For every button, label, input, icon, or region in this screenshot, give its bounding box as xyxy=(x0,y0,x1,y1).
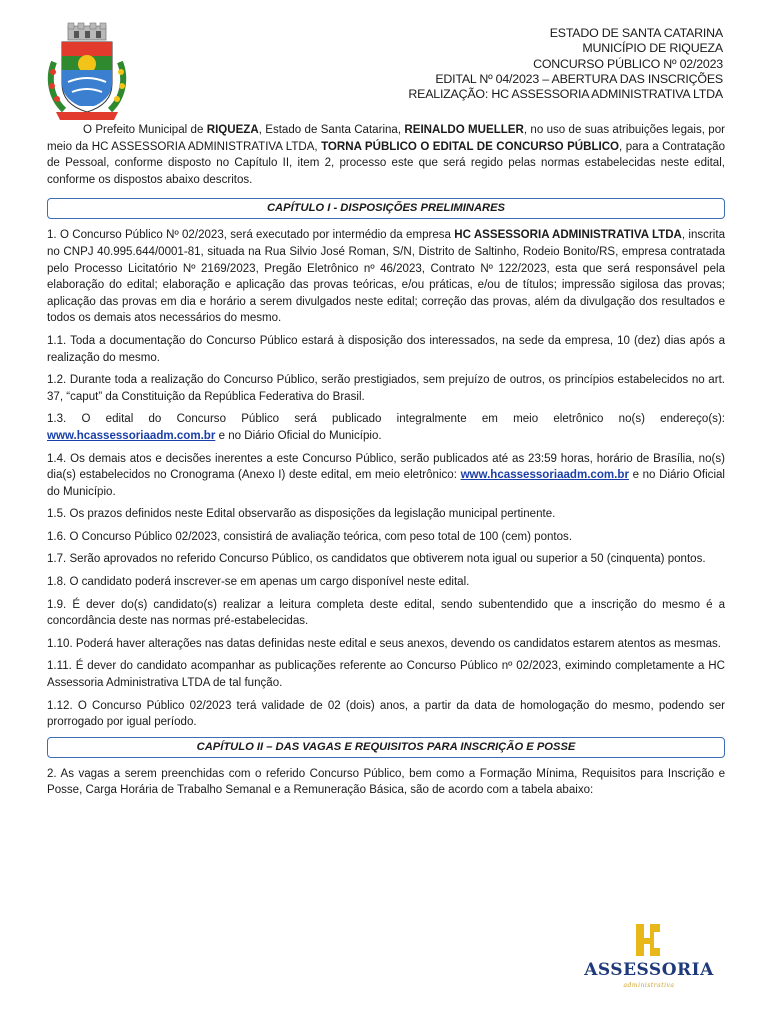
header-contest: CONCURSO PÚBLICO Nº 02/2023 xyxy=(533,56,723,71)
header-municipality: MUNICÍPIO DE RIQUEZA xyxy=(582,41,723,56)
chapter-2-heading: CAPÍTULO II – DAS VAGAS E REQUISITOS PARA INSCRIÇÃO E POSSE xyxy=(47,737,725,758)
header-state: ESTADO DE SANTA CATARINA xyxy=(549,26,723,40)
item-1-11: 1.11. É dever do candidato acompanhar as publicações referente ao Concurso Público nº 02/2023, eximindo completamente a HC Assessoria Administrativa LTDA de tal função. xyxy=(47,660,725,690)
item-1-7: 1.7. Serão aprovados no referido Concurso Público, os candidatos que obtiverem nota igual ou superior a 50 (cinquenta) pontos. xyxy=(47,553,706,566)
item-1-12: 1.12. O Concurso Público 02/2023 terá validade de 02 (dois) anos, a partir da data de homologação do mesmo, podendo ser prorrogado por igual período. xyxy=(47,699,725,729)
item-2: 2. As vagas a serem preenchidas com o referido Concurso Público, bem como a Formação Mínima, Requisitos para Inscrição e Posse, Carga Horária de Trabalho Semanal e a Remuneração Básica, são de acordo com a tabela abaixo: xyxy=(47,767,725,797)
logo-wordmark: ASSESSORIA xyxy=(584,960,714,980)
item-1-10: 1.10. Poderá haver alterações nas datas definidas neste edital e seus anexos, devendo os candidatos estarem atentos as mesmas. xyxy=(47,637,721,650)
document-body xyxy=(47,122,725,805)
item-1-3: 1.3. O edital do Concurso Público será publicado integralmente em meio eletrônico no(s) endereço(s): www.hcassessoriaadm.com.br e no Diário Oficial do Município. xyxy=(47,413,725,442)
item-1-5: 1.5. Os prazos definidos neste Edital observarão as disposições da legislação municipal pertinente. xyxy=(47,508,556,521)
item-1-6: 1.6. O Concurso Público 02/2023, consistirá de avaliação teórica, com peso total de 100 (cem) pontos. xyxy=(47,530,573,543)
item-1: 1. O Concurso Público Nº 02/2023, será executado por intermédio da empresa HC ASSESSORIA ADMINISTRATIVA LTDA, inscrita no CNPJ 40.995.644/0001-81, situada na Rua Silvio José Roman, S/N, Distrito de Saltinho, Rodeio Bonito/RS, empresa contratada pelo Processo Licitatório Nº 2169/2023, Pregão Eletrônico nº 46/2023, Contrato Nº 122/2023, esta que será responsável pela elaboração do edital; elaboração e aplicação das provas teóricas, e/ou práticas, e/ou de títulos; impressão sigilosa das provas; aplicação das provas em dia e horário a serem divulgados neste edital; correção das provas, além da divulgação dos resultados e todos os demais atos necessários do mesmo. xyxy=(47,229,725,325)
hc-logo-icon xyxy=(630,920,664,960)
logo-tagline: administrativa xyxy=(623,982,675,989)
chapter-1-heading: CAPÍTULO I - DISPOSIÇÕES PRELIMINARES xyxy=(47,198,725,219)
website-link[interactable]: www.hcassessoriaadm.com.br xyxy=(47,429,216,442)
website-link[interactable]: www.hcassessoriaadm.com.br xyxy=(460,469,629,482)
document-header xyxy=(408,26,723,102)
header-organizer: REALIZAÇÃO: HC ASSESSORIA ADMINISTRATIVA LTDA xyxy=(408,87,723,102)
hc-assessoria-logo xyxy=(578,920,720,994)
municipal-crest-logo xyxy=(44,22,130,122)
item-1-4: 1.4. Os demais atos e decisões inerentes a este Concurso Público, serão publicados até as 23:59 horas, horário de Brasília, no(s) dia(s) estabelecidos no Cronograma (Anexo I) deste edital, em meio eletrônico: www.hcassessoriaadm.com.br e no Diário Oficial do Município. xyxy=(47,452,725,498)
item-1-9: 1.9. É dever do(s) candidato(s) realizar a leitura completa deste edital, sendo subentendido que a inscrição do mesmo é a concordância deste nas normas pré-estabelecidas. xyxy=(47,598,725,628)
header-edital: EDITAL Nº 04/2023 – ABERTURA DAS INSCRIÇÕES xyxy=(435,71,723,86)
item-1-2: 1.2. Durante toda a realização do Concurso Público, serão prestigiados, sem prejuízo de outros, os princípios estabelecidos no art. 37, “caput” da Constituição da República Federativa do Brasil. xyxy=(47,374,725,403)
item-1-1: 1.1. Toda a documentação do Concurso Público estará à disposição dos interessados, na sede da empresa, 10 (dez) dias após a realização do mesmo. xyxy=(47,334,725,364)
item-1-8: 1.8. O candidato poderá inscrever-se em apenas um cargo disponível neste edital. xyxy=(47,576,470,589)
intro-paragraph: O Prefeito Municipal de RIQUEZA, Estado de Santa Catarina, REINALDO MUELLER, no uso de suas atribuições legais, por meio da HC ASSESSORIA ADMINISTRATIVA LTDA, TORNA PÚBLICO O EDITAL DE CONCURSO PÚBLICO, para a Contratação de Pessoal, conforme disposto no Capítulo II, item 2, processo este que será regido pelas normas estabelecidas neste edital, conforme os dispostos abaixo descritos. xyxy=(47,124,725,186)
